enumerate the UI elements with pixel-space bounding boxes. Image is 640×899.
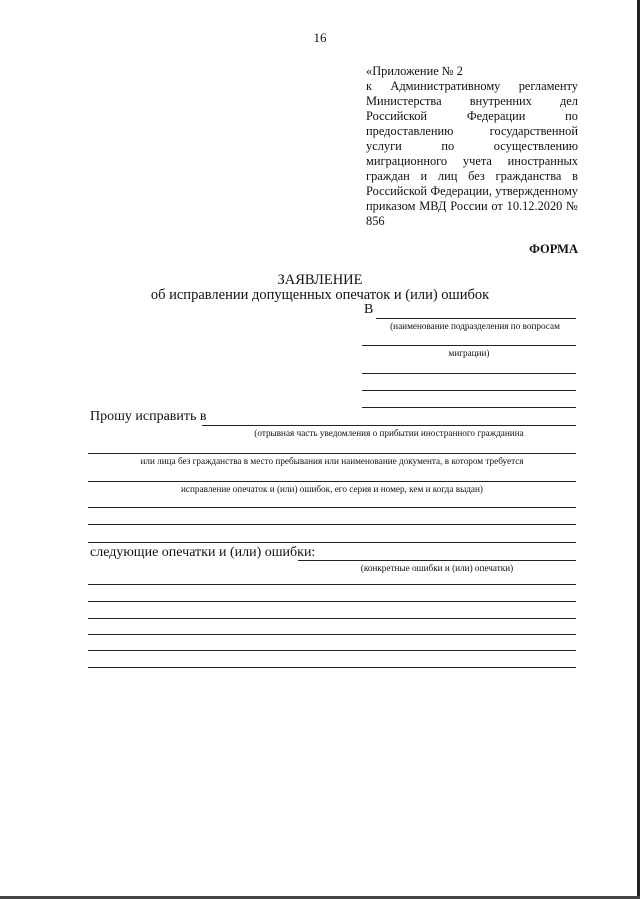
appendix-block xyxy=(366,64,578,229)
request-field-line-4[interactable] xyxy=(88,507,576,508)
errors-field-line[interactable] xyxy=(298,560,576,561)
errors-field-line-7[interactable] xyxy=(88,667,576,668)
errors-label: следующие опечатки и (или) ошибки: xyxy=(90,545,316,560)
document-title: ЗАЯВЛЕНИЕ xyxy=(277,272,363,288)
request-field-line-5[interactable] xyxy=(88,524,576,525)
recipient-field-line-5[interactable] xyxy=(362,407,576,408)
request-caption-1: (отрывная часть уведомления о прибытии иностранного гражданина xyxy=(254,428,524,438)
request-field-line[interactable] xyxy=(202,425,576,426)
errors-field-line-4[interactable] xyxy=(88,618,576,619)
errors-field-line-6[interactable] xyxy=(88,650,576,651)
request-caption-3: исправление опечаток и (или) ошибок, его серия и номер, кем и когда выдан) xyxy=(181,484,483,494)
recipient-prefix: В xyxy=(364,302,374,317)
request-caption-2: или лица без гражданства в место пребывания или наименование документа, в котором требуется xyxy=(140,456,524,466)
recipient-field-line-4[interactable] xyxy=(362,390,576,391)
recipient-field-line-2[interactable] xyxy=(362,345,576,346)
errors-field-line-5[interactable] xyxy=(88,634,576,635)
errors-field-line-2[interactable] xyxy=(88,584,576,585)
form-label: ФОРМА xyxy=(529,242,578,256)
request-field-line-2[interactable] xyxy=(88,453,576,454)
document-subtitle: об исправлении допущенных опечаток и (или) ошибок xyxy=(150,287,490,303)
request-label: Прошу исправить в xyxy=(90,409,207,424)
errors-caption: (конкретные ошибки и (или) опечатки) xyxy=(360,563,514,573)
appendix-body: к Административному регламенту Министерства внутренних дел Российской Федерации по предоставлению государственной услуги по осуществлению миграционного учета иностранных граждан и лиц без гражданства в Российской Федерации, утвержденному приказом МВД России от 10.12.2020 № 856 xyxy=(366,79,578,228)
errors-field-line-3[interactable] xyxy=(88,601,576,602)
request-field-line-6[interactable] xyxy=(88,542,576,543)
appendix-heading: «Приложение № 2 xyxy=(366,64,463,78)
recipient-caption-1: (наименование подразделения по вопросам xyxy=(390,321,560,331)
recipient-field-line-3[interactable] xyxy=(362,373,576,374)
page-number: 16 xyxy=(313,30,327,45)
request-field-line-3[interactable] xyxy=(88,481,576,482)
recipient-field-line[interactable] xyxy=(376,318,576,319)
recipient-caption-2: миграции) xyxy=(448,348,490,358)
